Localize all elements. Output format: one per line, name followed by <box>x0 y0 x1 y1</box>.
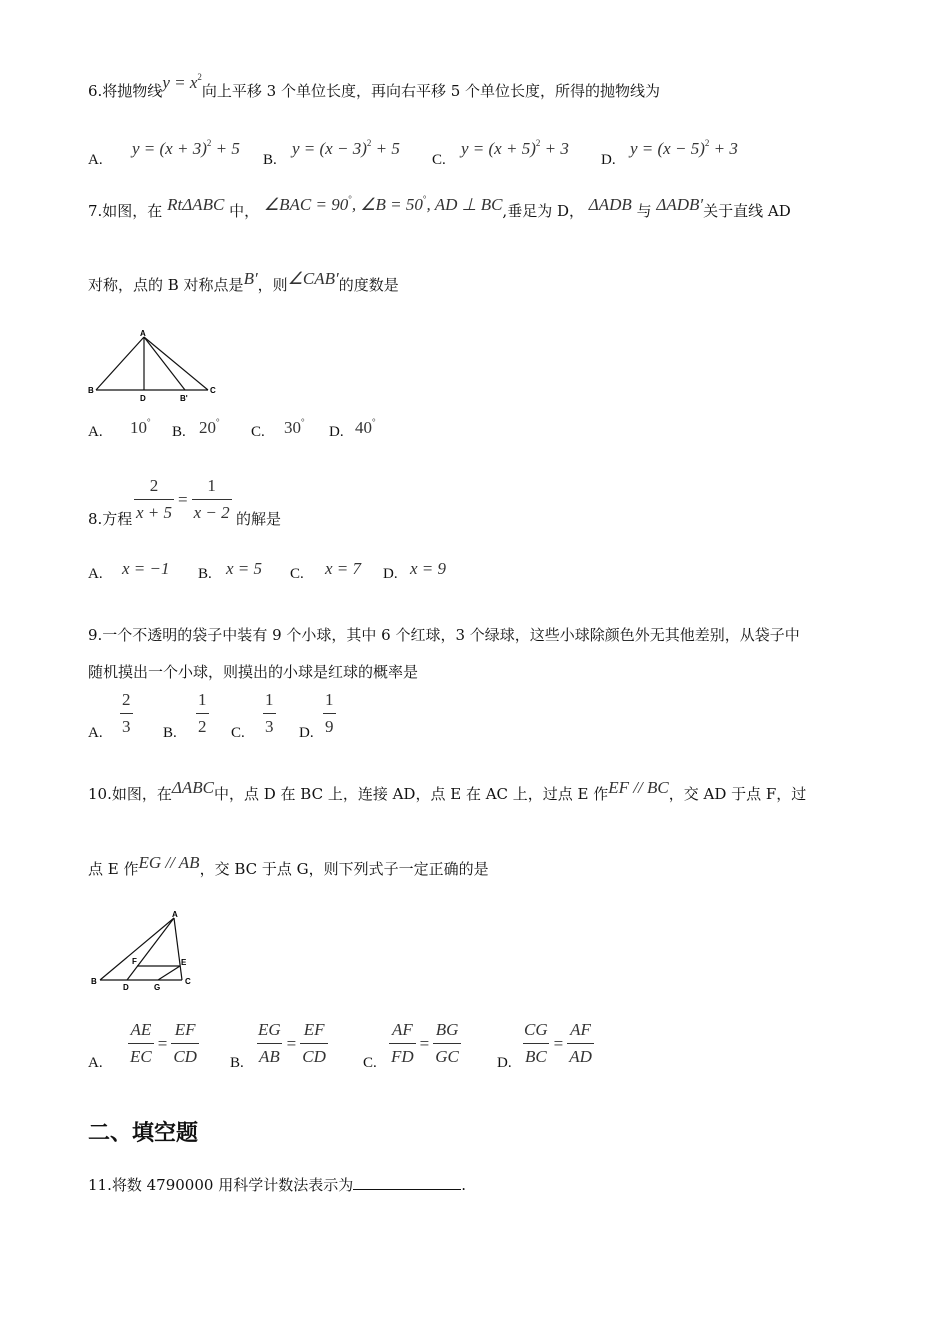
q8-option-a[interactable]: x = −1 <box>122 559 170 578</box>
q7-option-c-label[interactable]: C. <box>251 424 265 440</box>
q6-option-b[interactable]: $y = (x - 3)^2 + 5$ <box>292 138 400 158</box>
q8-option-d-label[interactable]: D. <box>383 566 398 582</box>
q7-text-8: 的度数是 <box>338 276 399 294</box>
q7-label-b: B <box>88 386 94 395</box>
q9-option-b[interactable]: $\frac{1}{2}$ <box>198 690 207 736</box>
q8-option-b[interactable]: x = 5 <box>226 559 263 578</box>
q11-period: . <box>461 1176 466 1194</box>
q10-option-c-label[interactable]: C. <box>363 1055 377 1071</box>
question-7-line-2 <box>88 269 399 295</box>
q8-equation: $\frac{2}{x + 5}$ = $\frac{1}{x - 2}$ <box>136 476 230 522</box>
q8-prefix: 8.方程 <box>88 510 133 528</box>
q6-option-b-label[interactable]: B. <box>263 152 277 168</box>
q9-option-d-label[interactable]: D. <box>299 725 314 741</box>
q6-function: $y = x^2$ <box>162 72 202 92</box>
q7-label-d: D <box>140 394 146 403</box>
q10-option-d[interactable]: $\frac{CG}{BC}$ = $\frac{AF}{AD}$ <box>524 1020 592 1066</box>
q10-text-5: ，交 BC 于点 G，则下列式子一定正确的是 <box>199 860 489 878</box>
q6-suffix: 向上平移 3 个单位长度，再向右平移 5 个单位长度，所得的抛物线为 <box>201 82 661 100</box>
q7-text-2: 中， <box>229 202 260 220</box>
q10-option-b[interactable]: $\frac{EG}{AB}$ = $\frac{EF}{CD}$ <box>258 1020 326 1066</box>
q7-math-conditions: ∠BAC = 90°, ∠B = 50°, AD ⊥ BC <box>263 194 503 214</box>
q7-option-c[interactable]: 30° <box>284 417 305 437</box>
q11-answer-blank[interactable] <box>353 1175 461 1190</box>
q10-option-c[interactable]: $\frac{AF}{FD}$ = $\frac{BG}{GC}$ <box>391 1020 459 1066</box>
question-6 <box>88 72 661 101</box>
q7-option-a-label[interactable]: A. <box>88 424 103 440</box>
section-2-heading: 二、填空题 <box>88 1121 199 1146</box>
q8-option-d[interactable]: x = 9 <box>410 559 447 578</box>
question-11 <box>88 1174 466 1195</box>
q10-text-1: 10.如图，在 <box>88 785 172 803</box>
q10-label-d: D <box>123 983 129 992</box>
q9-line-2: 随机摸出一个小球，则摸出的小球是红球的概率是 <box>88 663 419 681</box>
q8-rhs-fraction: $\frac{1}{x - 2}$ <box>193 476 230 522</box>
q7-option-b-label[interactable]: B. <box>172 424 186 440</box>
q10-text-3: ，交 AD 于点 F，过 <box>668 785 807 803</box>
q7-text-6: 对称，点的 B 对称点是 <box>88 276 244 294</box>
q6-option-a[interactable]: $y = (x + 3)^2 + 5$ <box>132 138 240 158</box>
q7-text-5: 关于直线 AD <box>703 202 791 220</box>
q10-option-b-label[interactable]: B. <box>230 1055 244 1071</box>
q7-label-b-prime: B' <box>180 394 188 403</box>
q8-option-a-label[interactable]: A. <box>88 566 103 582</box>
q7-math-adb-prime: ΔADB′ <box>656 195 704 214</box>
q6-option-a-label[interactable]: A. <box>88 152 103 168</box>
q10-math-triangle: ΔABC <box>171 778 214 797</box>
q10-label-b: B <box>91 977 97 986</box>
q10-option-a-label[interactable]: A. <box>88 1055 103 1071</box>
q8-option-c[interactable]: x = 7 <box>325 559 362 578</box>
q7-triangle-figure <box>88 325 223 405</box>
q7-option-b[interactable]: 20° <box>199 417 220 437</box>
q6-option-d[interactable]: $y = (x - 5)^2 + 3$ <box>630 138 738 158</box>
q10-label-c: C <box>185 977 191 986</box>
q7-text-7: ，则 <box>257 276 288 294</box>
q7-option-d-label[interactable]: D. <box>329 424 344 440</box>
q9-option-a[interactable]: $\frac{2}{3}$ <box>122 690 131 736</box>
q9-option-c-label[interactable]: C. <box>231 725 245 741</box>
q9-option-c[interactable]: $\frac{1}{3}$ <box>265 690 274 736</box>
q10-label-g: G <box>154 983 161 992</box>
q7-math-angle: ∠CAB′ <box>287 269 339 288</box>
q10-label-e: E <box>181 958 187 967</box>
q7-label-a: A <box>140 329 146 338</box>
q7-math-adb: ΔADB <box>588 195 632 214</box>
question-7-line-1 <box>88 194 791 221</box>
q10-option-a[interactable]: $\frac{AE}{EC}$ = $\frac{EF}{CD}$ <box>130 1020 197 1066</box>
q9-option-b-label[interactable]: B. <box>163 725 177 741</box>
q7-math-b-prime: B′ <box>243 269 258 288</box>
q8-option-b-label[interactable]: B. <box>198 566 212 582</box>
q10-math-eg-parallel: EG // AB <box>138 853 200 872</box>
q7-option-a[interactable]: 10° <box>130 417 151 437</box>
q7-label-c: C <box>210 386 216 395</box>
q10-label-f: F <box>132 957 137 966</box>
q8-option-c-label[interactable]: C. <box>290 566 304 582</box>
q11-text: 11.将数 4790000 用科学计数法表示为 <box>88 1176 354 1194</box>
question-10-line-2 <box>88 853 489 879</box>
q8-lhs-fraction: $\frac{2}{x + 5}$ <box>136 476 173 522</box>
q9-option-a-label[interactable]: A. <box>88 725 103 741</box>
q6-prefix: 6.将抛物线 <box>88 82 163 100</box>
q7-math-triangle: RtΔABC <box>167 195 225 214</box>
q9-option-d[interactable]: $\frac{1}{9}$ <box>325 690 334 736</box>
q8-suffix: 的解是 <box>236 510 282 528</box>
q7-text-3: ,垂足为 D， <box>502 202 584 220</box>
q6-option-c[interactable]: $y = (x + 5)^2 + 3$ <box>461 138 569 158</box>
q10-text-4: 点 E 作 <box>88 860 139 878</box>
q6-option-c-label[interactable]: C. <box>432 152 446 168</box>
question-10-line-1 <box>88 778 807 804</box>
q10-text-2: 中，点 D 在 BC 上，连接 AD，点 E 在 AC 上，过点 E 作 <box>213 785 609 803</box>
q7-option-d[interactable]: 40° <box>355 417 376 437</box>
q7-text-4: 与 <box>636 202 652 220</box>
q10-label-a: A <box>172 910 178 919</box>
q10-math-ef-parallel: EF // BC <box>608 778 669 797</box>
q6-option-d-label[interactable]: D. <box>601 152 616 168</box>
q10-option-d-label[interactable]: D. <box>497 1055 512 1071</box>
q10-triangle-figure <box>88 908 203 993</box>
q9-line-1: 9.一个不透明的袋子中装有 9 个小球，其中 6 个红球，3 个绿球，这些小球除颜色外无其他差别，从袋子中 <box>88 626 800 644</box>
q7-text-1: 7.如图，在 <box>88 202 163 220</box>
